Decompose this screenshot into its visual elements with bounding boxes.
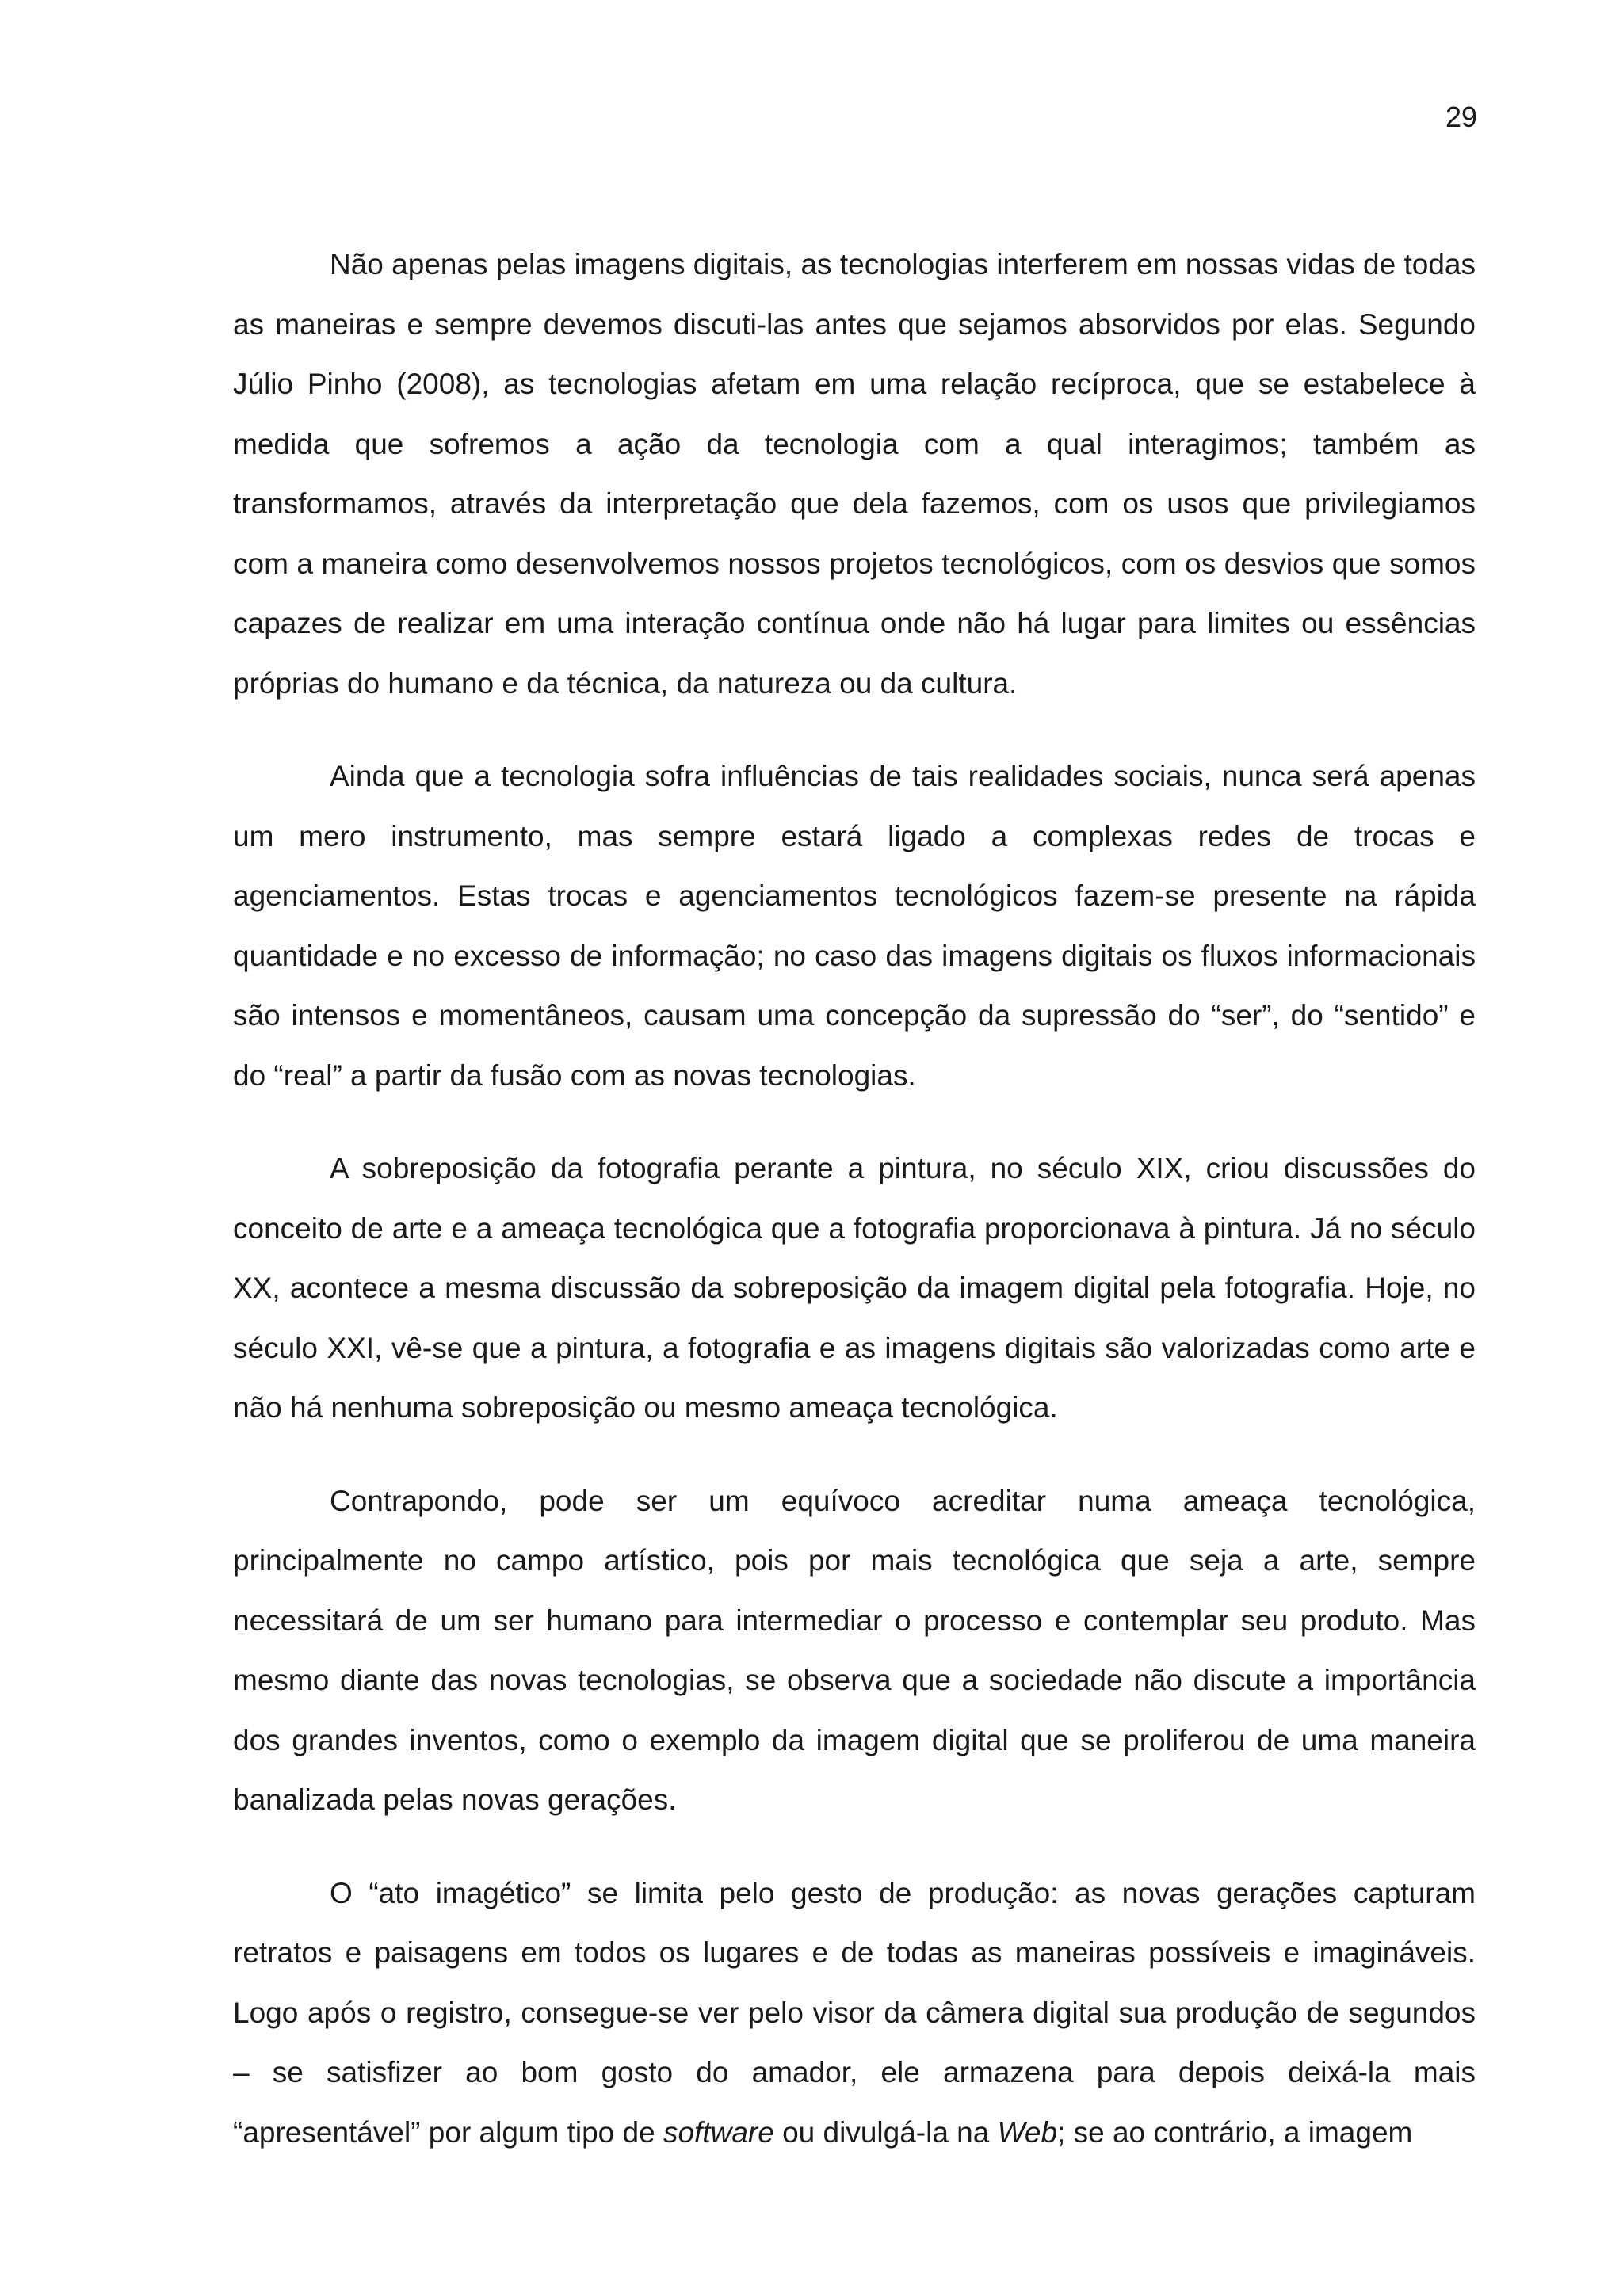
page-number: 29 — [1445, 101, 1477, 133]
paragraph-1: Não apenas pelas imagens digitais, as tecnologias interferem em nossas vidas de todas as maneiras e sempre devemos discuti-las antes que sejamos absorvidos por elas. Segundo Júlio Pinho (2008), as tecnologias afetam em uma relação recíproca, que se estabelece à medida que sofremos a ação da tecnologia com a qual interagimos; também as transformamos, através da interpretação que dela fazemos, com os usos que privilegiamos com a maneira como desenvolvemos nossos projetos tecnológicos, com os desvios que somos capazes de realizar em uma interação contínua onde não há lugar para limites ou essências próprias do humano e da técnica, da natureza ou da cultura. — [233, 248, 1476, 700]
paragraph-5 — [233, 1863, 1476, 2163]
paragraph-4: Contrapondo, pode ser um equívoco acreditar numa ameaça tecnológica, principalmente no campo artístico, pois por mais tecnológica que seja a arte, sempre necessitará de um ser humano para intermediar o processo e contemplar seu produto. Mas mesmo diante das novas tecnologias, se observa que a sociedade não discute a importância dos grandes inventos, como o exemplo da imagem digital que se proliferou de uma maneira banalizada pelas novas gerações. — [233, 1484, 1476, 1816]
paragraph-5-text-c: ; se ao contrário, a imagem — [1057, 2115, 1413, 2149]
body-text — [233, 235, 1476, 2195]
paragraph-5-text-a: O “ato imagético” se limita pelo gesto de produção: as novas gerações capturam retratos e paisagens em todos os lugares e de todas as maneiras possíveis e imagináveis. Logo após o registro, consegue-se ver pelo visor da câmera digital sua produção de segundos – se satisfizer ao bom gosto do amador, ele armazena para depois deixá-la mais “apresentável” por algum tipo de — [233, 1876, 1476, 2149]
paragraph-3: A sobreposição da fotografia perante a pintura, no século XIX, criou discussões do conceito de arte e a ameaça tecnológica que a fotografia proporcionava à pintura. Já no século XX, acontece a mesma discussão da sobreposição da imagem digital pela fotografia. Hoje, no século XXI, vê-se que a pintura, a fotografia e as imagens digitais são valorizadas como arte e não há nenhuma sobreposição ou mesmo ameaça tecnológica. — [233, 1152, 1476, 1424]
paragraph-2: Ainda que a tecnologia sofra influências de tais realidades sociais, nunca será apenas um mero instrumento, mas sempre estará ligado a complexas redes de trocas e agenciamentos. Estas trocas e agenciamentos tecnológicos fazem-se presente na rápida quantidade e no excesso de informação; no caso das imagens digitais os fluxos informacionais são intensos e momentâneos, causam uma concepção da supressão do “ser”, do “sentido” e do “real” a partir da fusão com as novas tecnologias. — [233, 760, 1476, 1092]
italic-term-web: Web — [997, 2115, 1058, 2149]
paragraph-5-text-b: ou divulgá-la na — [773, 2115, 998, 2149]
italic-term-software: software — [663, 2115, 774, 2149]
